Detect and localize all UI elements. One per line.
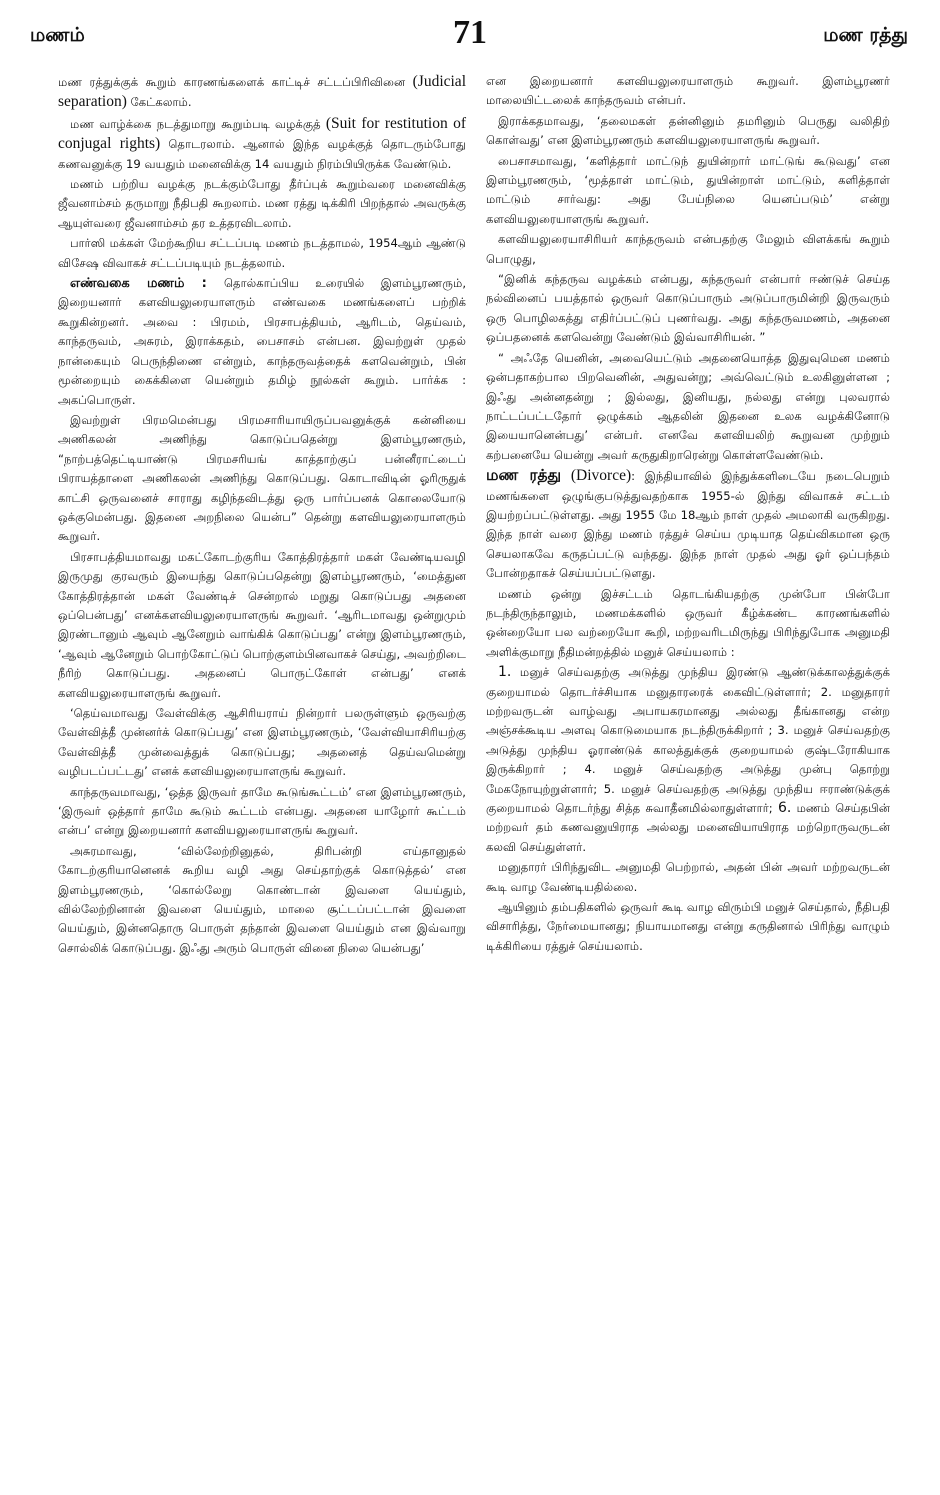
paragraph-r2 — [486, 112, 890, 151]
paragraph-text: மண ரத்துக்குக் கூறும் காரணங்களைக் காட்டிச் சட்டப்பிரிவினை — [58, 75, 413, 89]
english-term: (Suit for restitution of conjugal rights) — [58, 114, 466, 153]
paragraph-p1 — [58, 72, 466, 113]
paragraph-text: கேட்கலாம். — [126, 95, 192, 110]
paragraph-p9 — [58, 783, 466, 841]
paragraph-text: காந்தருவமாவது, ‘ஒத்த இருவர் தாமே கூடுங்கூட்டம்’ என இளம்பூரணரும், ‘இருவர் ஒத்தார் தாமே கூடும் கூட்டம் என்பது. அதனை யாழோர் கூட்டம் என்ப’ என்று இறையனார் களவியலுரையாளருங் கூறுவர். — [58, 784, 466, 838]
paragraph-text: இராக்கதமாவது, ‘தலைமகள் தன்னினும் தமரினும் பெருது வலிதிற் கொள்வது’ என இளம்பூரணரும் களவியலுரையாளருங் கூறுவர். — [486, 113, 890, 148]
left-column — [58, 72, 466, 958]
paragraph-text: தொல்காப்பிய உரையில் இளம்பூரணரும், இறையனார் களவியலுரையாளரும் எண்வகை மணங்களைப் பற்றிக் கூறுகின்றனர். அவை : பிரமம், பிரசாபத்தியம், ஆரிடம், தெய்வம், காந்தருவம், அசுரம், இராக்கதம், பைசாசம் என்பன. இவற்றுள் முதல் நான்கையும் பெருந்திணை என்றும், காந்தருவத்தைக் களவென்றும், பின் மூன்றையும் கைக்கிளை யென்றும் தமிழ் நூல்கள் கூறும். பார்க்க : அகப்பொருள். — [58, 276, 467, 407]
paragraph-text: மண வாழ்க்கை நடத்துமாறு கூறும்படி வழக்குத் — [70, 116, 326, 131]
paragraph-text: பிரசாபத்தியமாவது மகட்கோடற்குரிய கோத்திரத்தார் மகள் வேண்டியவழி இருமுது குரவரும் இயைந்து கொடுப்பதென்று இளம்பூரணரும், ‘மைத்துன கோத்திரத்தான் மகள் வேண்டிச் சென்றால் மறுது கொடுப்பது அதனை ஒப்பென்பது’ எனக்களவியலுரையாளருங் கூறுவர். ‘ஆரிடமாவது ஒன்றுமும் இரண்டானும் ஆவும் ஆனேறும் வாங்கிக் கொடுப்பது’ என்று இளம்பூரணரும், ‘ஆவும் ஆனேறும் பொற்கோட்டுப் பொற்குளம்பினவாகச் செய்து, அவற்றிடை நீரிற் கொடுப்பது. அதனைப் பொருட்கோள் என்பது’ எனக் களவியலுரையாளருங் கூறுவர். — [58, 549, 466, 700]
paragraph-text: மணம் பற்றிய வழக்கு நடக்கும்போது தீர்ப்புக் கூறும்வரை மனைவிக்கு ஜீவனாம்சம் தருமாறு நீதிபதி கூறலாம். மண ரத்து டிக்கிரி பிறந்தால் அவருக்கு ஆயுள்வரை ஜீவனாம்சம் தர உத்தரவிடலாம். — [58, 177, 466, 230]
header-left-word: மணம் — [30, 24, 85, 46]
paragraph-text: ‘தெய்வமாவது வேள்விக்கு ஆசிரியராய் நின்றார் பலருள்ளும் ஒருவற்கு வேள்வித்தீ முன்னர்க் கொடுப்பது’ என இளம்பூரணரும், ‘வேள்வியாசிரியற்கு வேள்வித்தீ முன்வைத்துக் கொடுப்பது; அதனைத் தெய்வமென்று வழிபடப்பட்டது’ எனக் களவியலுரையாளருங் கூறுவர். — [58, 706, 466, 779]
paragraph-r7 — [486, 466, 890, 583]
paragraph-p3 — [58, 175, 466, 233]
paragraph-text: மனுச் செய்வதற்கு அடுத்து முந்திய இரண்டு ஆண்டுக்காலத்துக்குக் குறையாமல் தொடர்ச்சியாக மனுதாரரைக் கைவிட்டுள்ளார்; 2. மனுதாரர் மற்றவருடன் வாழ்வது அபாயகரமானது அல்லது தீங்கானது என்ற அஞ்சக்கூடிய அளவு கொடுமையாக நடந்திருக்கிறார் ; 3. மனுச் செய்வதற்கு அடுத்து முந்திய ஓராண்டுக் காலத்துக்குக் குறையாமல் குஷ்டரோகியாக இருக்கிறார் ; 4. மனுச் செய்வதற்கு அடுத்து முன்பு தொற்று மேகநோயுற்றுள்ளார்; 5. மனுச் செய்வதற்கு அடுத்து முந்திய ஈராண்டுக்குக் குறையாமல் தொடர்ந்து சித்த சுவாதீனமில்லாதுள்ளார்; — [486, 665, 890, 816]
paragraph-text: : இந்தியாவில் இந்துக்களிடையே நடைபெறும் மணங்களை ஒழுங்குபடுத்துவதற்காக 1955-ல் இந்து விவாகச் சட்டம் இயற்றப்பட்டுள்ளது. அது 1955 மே 18ஆம் நாள் முதல் அமலாகி வருகிறது. இந்த நாள் வரை இந்து மணம் ரத்துச் செய்ய முடியாத தெய்விகமான ஒரு செயலாகவே கருதப்பட்டு வந்தது. இந்த நாள் முதல் அது ஓர் ஒப்பந்தம் போன்றதாகச் செய்யப்பட்டுளது. — [486, 469, 891, 581]
right-column — [486, 72, 890, 956]
english-term: (Divorce) — [561, 467, 632, 485]
paragraph-text: ஆயினும் தம்பதிகளில் ஒருவர் கூடி வாழ விரும்பி மனுச் செய்தால், நீதிபதி விசாரித்து, நேர்மையானது; நியாயமானது என்று கருதினால் பிரிந்து வாழும் டிக்கிரியை ரத்துச் செய்யலாம். — [486, 900, 890, 953]
paragraph-text: என இறையனார் களவியலுரையாளரும் கூறுவர். இளம்பூரணர் மாலையிட்டலைக் காந்தருவம் என்பர். — [486, 74, 890, 108]
paragraph-p6 — [58, 411, 466, 547]
paragraph-text: மணம் செய்தபின் மற்றவர் தம் கணவனுயிராத அல்லது மனைவியாயிராத மற்றொருவருடன் கலவி செய்துள்ளர். — [486, 801, 890, 854]
paragraph-text: அசுரமாவது, ‘வில்லேற்றினுதல், திரிபன்றி எய்தானுதல் கோடற்குரியானெனக் கூறிய வழி அது செய்தாற்குக் கொடுத்தல்’ என இளம்பூரணரும், ‘கொல்லேறு கொண்டான் இவளை யெய்தும், வில்லேற்றினான் இவளை யெய்தும், மாலை சூட்டப்பட்டான் இவளை யெய்தும், இன்னதொரு பொருள் தந்தான் இவளை யெய்தும் என இவ்வாறு சொல்லிக் கொடுப்பது. இஃது அரும் பொருள் வினை நிலை யென்பது’ — [58, 843, 466, 955]
paragraph-r9 — [486, 663, 890, 857]
paragraph-p7 — [58, 548, 466, 703]
page-number: 71 — [453, 14, 487, 51]
paragraph-text: மணம் ஒன்று இச்சட்டம் தொடங்கியதற்கு முன்போ பின்போ நடந்திருந்தாலும், மணமக்களில் ஒருவர் கீழ்க்கண்ட காரணங்களில் ஒன்றையோ பல வற்றையோ கூறி, மற்றவரிடமிருந்து பிரிந்துபோக அனுமதி அளிக்குமாறு நீதிமன்றத்தில் மனுச் செய்யலாம் : — [486, 586, 890, 659]
paragraph-text: களவியலுரையாசிரியர் காந்தருவம் என்பதற்கு மேலும் விளக்கங் கூறும் பொழுது, — [486, 232, 890, 266]
paragraph-p5 — [58, 274, 466, 410]
section-heading: மண ரத்து — [486, 466, 562, 485]
paragraph-p10 — [58, 842, 466, 958]
paragraph-text: இவற்றுள் பிரமமென்பது பிரமசாரியாயிருப்பவனுக்குக் கன்னியை அணிகலன் அணிந்து கொடுப்பதென்று இளம்பூரணரும், “நாற்பத்தெட்டியாண்டு பிரமசரியங் காத்தாற்குப் பன்னீராட்டைப் பிராயத்தாளை அணிகலன் அணிந்து கொடுப்பது. கொடாவிடின் ஓரிருதுக் காட்சி ஒருவனைச் சாராது கழிந்தவிடத்து ஒரு பார்ப்பனக் கொலையோடு ஒக்குமென்பது. இதனை அறநிலை யென்ப” தென்று களவியலுரையாளரும் கூறுவர். — [58, 412, 466, 544]
paragraph-text: மனுதாரர் பிரிந்துவிட அனுமதி பெற்றால், அதன் பின் அவர் மற்றவருடன் கூடி வாழ வேண்டியதில்லை. — [486, 860, 890, 894]
paragraph-r10 — [486, 858, 890, 897]
paragraph-r5 — [486, 270, 890, 348]
paragraph-r4 — [486, 230, 890, 269]
paragraph-r8 — [486, 585, 890, 663]
paragraph-r11 — [486, 898, 890, 956]
page-header — [0, 0, 940, 60]
paragraph-text: “ அஃதே யெனின், அவையெட்டும் அதனையொத்த இதுவுமென மணம் ஒன்பதாகற்பால பிறவெனின், அதுவன்று; அவ்வெட்டும் உலகினுள்ளன ; இஃது அன்னதன்று ; இல்லது, இனியது, நல்லது என்று புலவரால் நாட்டப்பட்டதோர் ஒழுக்கம் ஆதலின் இதனை உலக வழக்கினோடு இயையானென்பது’ என்பர். எனவே களவியலிற் கூறுவன முற்றும் கற்பனையே யென்று அவர் கருதுகிறாரென்று கொள்ளவேண்டும். — [486, 350, 890, 462]
english-term: (Judicial separation) — [58, 73, 466, 111]
paragraph-text: “இனிக் கந்தருவ வழக்கம் என்பது, கந்தருவர் என்பார் ஈண்டுச் செய்த நல்வினைப் பயத்தால் ஒருவர் கொடுப்பாரும் அடுப்பாருமின்றி இருவரும் ஒரு பொழிலகத்து எதிர்ப்பட்டுப் புணர்வது. அது கந்தருவமணம், அதனை ஒப்பதனைக் களவென்று வேண்டும் இவ்வாசிரியன். ” — [486, 272, 890, 345]
paragraph-r6 — [486, 349, 890, 465]
paragraph-p8 — [58, 704, 466, 782]
paragraph-text: தொடரலாம். ஆனால் இந்த வழக்குத் தொடரும்போது கணவனுக்கு 19 வயதும் மனைவிக்கு 14 வயதும் நிரம்பியிருக்க வேண்டும். — [58, 137, 466, 171]
paragraph-p2 — [58, 114, 466, 174]
paragraph-text: பார்ஸி மக்கள் மேற்கூறிய சட்டப்படி மணம் நடத்தாமல், 1954ஆம் ஆண்டு விசேஷ விவாகச் சட்டப்படியும் நடத்தலாம். — [58, 236, 466, 270]
header-right-word: மண ரத்து — [823, 24, 908, 46]
paragraph-text: பைசாசமாவது, ‘களித்தார் மாட்டுந் துயின்றார் மாட்டுங் கூடுவது’ என இளம்பூரணரும், ‘மூத்தாள் மாட்டும், துயின்றாள் மாட்டும், களித்தாள் மாட்டும் சார்வது: அது பேய்நிலை யெனப்படும்’ என்று களவியலுரையாளருங் கூறுவர். — [486, 153, 890, 226]
paragraph-r1 — [486, 72, 890, 111]
paragraph-text: 6. — [777, 800, 792, 817]
paragraph-text: 1. — [498, 664, 512, 681]
section-heading: எண்வகை மணம் : — [70, 276, 225, 292]
paragraph-r3 — [486, 152, 890, 230]
paragraph-p4 — [58, 234, 466, 273]
